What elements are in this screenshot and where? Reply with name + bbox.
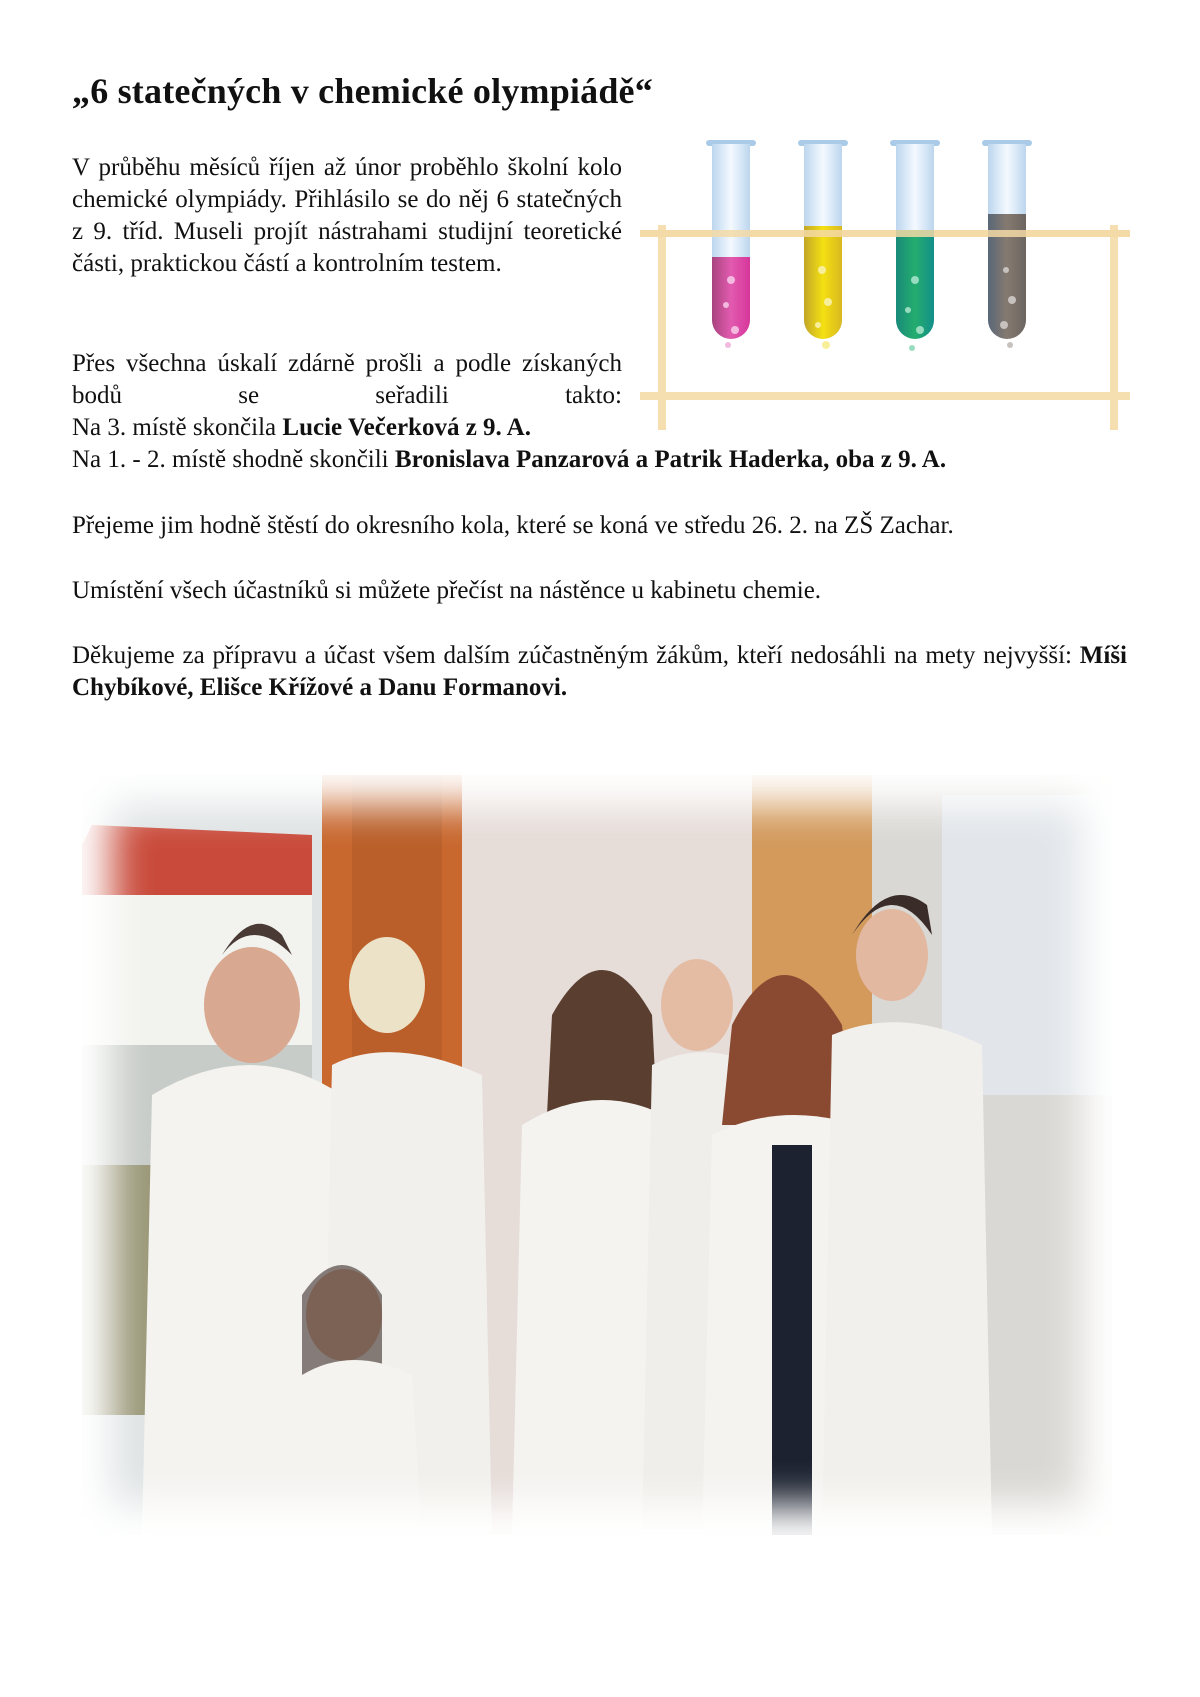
wish-paragraph: Přejeme jim hodně štěstí do okresního kola, které se koná ve středu 26. 2. na ZŠ Zachar. — [72, 512, 954, 539]
first-second-names: Bronislava Panzarová a Patrik Haderka, oba z 9. A. — [394, 446, 947, 473]
thanks-prefix: Děkujeme za přípravu a účast všem dalším zúčastněným žákům, kteří nedosáhli na mety nejvyšší: — [72, 642, 1080, 669]
placements-note: Umístění všech účastníků si můžete přečíst na nástěnce u kabinetu chemie. — [72, 577, 822, 604]
test-tubes-icon — [640, 130, 1130, 430]
first-second-place-line — [72, 444, 947, 476]
group-photo-image — [82, 775, 1112, 1535]
ranking-paragraph — [72, 348, 947, 476]
thanks-names: Míši Chybíkové, Elišce Křížové a Danu Formanovi. — [72, 642, 1127, 701]
article-title: „6 statečných v chemické olympiádě“ — [72, 71, 653, 111]
thanks-paragraph — [72, 640, 1127, 704]
group-photo — [82, 775, 1112, 1535]
intro-paragraph: V průběhu měsíců říjen až únor proběhlo školní kolo chemické olympiády. Přihlásilo se do něj 6 statečných z 9. tříd. Museli projít nástrahami studijní teoretické části, praktickou částí a kontrolním testem. — [72, 154, 622, 277]
third-place-prefix: Na 3. místě skončila — [72, 414, 283, 441]
third-place-line — [72, 412, 622, 444]
first-second-prefix: Na 1. - 2. místě shodně skončili — [72, 446, 395, 473]
third-place-name: Lucie Večerková z 9. A. — [282, 414, 531, 441]
test-tube-rack-illustration — [640, 130, 1130, 430]
ranking-intro: Přes všechna úskalí zdárně prošli a podle získaných bodů se seřadili takto: — [72, 350, 622, 409]
